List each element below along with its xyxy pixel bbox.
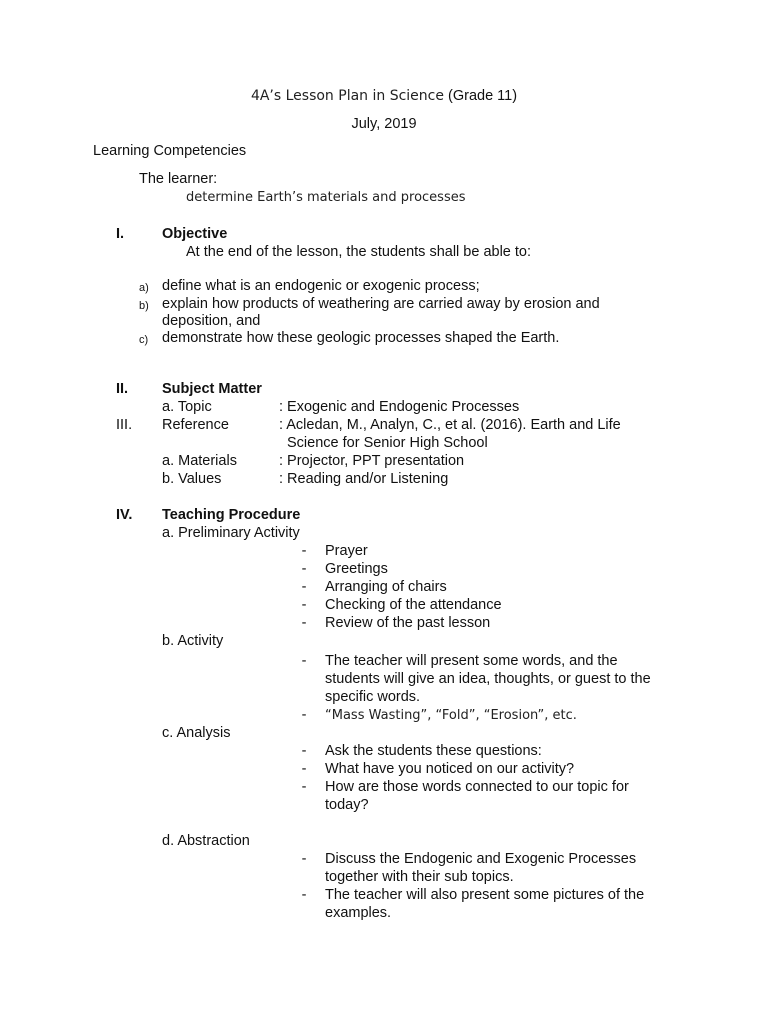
values-value: : Reading and/or Listening	[279, 471, 449, 487]
preliminary-item: Greetings	[325, 561, 388, 577]
subject-numeral: II.	[116, 381, 129, 397]
preliminary-item: Checking of the attendance	[325, 597, 502, 613]
list-dash: -	[301, 597, 307, 613]
learner-text: determine Earth’s materials and processes	[186, 190, 466, 205]
objective-item-c: demonstrate how these geologic processes shaped the Earth.	[162, 330, 560, 346]
reference-numeral: III.	[116, 417, 133, 433]
reference-value-line1: : Acledan, M., Analyn, C., et al. (2016). Earth and Life	[279, 417, 621, 433]
list-dash: -	[301, 743, 307, 759]
materials-label: a. Materials	[162, 453, 237, 469]
document-title	[0, 87, 768, 105]
list-dash: -	[301, 851, 307, 867]
topic-label: a. Topic	[162, 399, 212, 415]
document-date: July, 2019	[351, 116, 417, 132]
list-dash: -	[301, 615, 307, 631]
preliminary-item: Review of the past lesson	[325, 615, 491, 631]
abstraction-item2-line1: The teacher will also present some pictures of the	[325, 887, 645, 903]
topic-value: : Exogenic and Endogenic Processes	[279, 399, 520, 415]
reference-value-line2: Science for Senior High School	[287, 435, 488, 451]
preliminary-item: Arranging of chairs	[325, 579, 447, 595]
procedure-heading: Teaching Procedure	[162, 507, 301, 523]
list-dash: -	[301, 707, 307, 723]
activity-item1-line1: The teacher will present some words, and the	[325, 653, 618, 669]
objective-heading: Objective	[162, 226, 228, 242]
abstraction-label: d. Abstraction	[162, 833, 250, 849]
title-light: 4A’s Lesson Plan in Science	[250, 88, 444, 104]
abstraction-item1-line2: together with their sub topics.	[325, 869, 514, 885]
activity-item2: “Mass Wasting”, “Fold”, “Erosion”, etc.	[325, 708, 577, 723]
activity-item1-line3: specific words.	[325, 689, 421, 705]
objective-marker-a: a)	[139, 282, 149, 294]
list-dash: -	[301, 579, 307, 595]
activity-item1-line2: students will give an idea, thoughts, or guest to the	[325, 671, 651, 687]
procedure-numeral: IV.	[116, 507, 133, 523]
objective-item-b-line1: explain how products of weathering are carried away by erosion and	[162, 296, 600, 312]
list-dash: -	[301, 779, 307, 795]
objective-item-b-line2: deposition, and	[162, 313, 261, 329]
objective-intro: At the end of the lesson, the students shall be able to:	[186, 244, 532, 260]
learner-label: The learner:	[139, 171, 218, 187]
preliminary-label: a. Preliminary Activity	[162, 525, 300, 541]
analysis-item2: What have you noticed on our activity?	[325, 761, 575, 777]
values-label: b. Values	[162, 471, 222, 487]
abstraction-item1-line1: Discuss the Endogenic and Exogenic Processes	[325, 851, 637, 867]
list-dash: -	[301, 653, 307, 669]
activity-label: b. Activity	[162, 633, 224, 649]
list-dash: -	[301, 561, 307, 577]
list-dash: -	[301, 761, 307, 777]
abstraction-item2-line2: examples.	[325, 905, 392, 921]
list-dash: -	[301, 543, 307, 559]
objective-marker-b: b)	[139, 300, 149, 312]
title-grade: (Grade 11)	[448, 88, 518, 104]
analysis-item3-line1: How are those words connected to our topic for	[325, 779, 629, 795]
preliminary-item: Prayer	[325, 543, 368, 559]
objective-marker-c: c)	[139, 334, 149, 346]
materials-value: : Projector, PPT presentation	[279, 453, 465, 469]
competencies-heading: Learning Competencies	[93, 143, 247, 159]
objective-numeral: I.	[116, 226, 125, 242]
analysis-label: c. Analysis	[162, 725, 231, 741]
analysis-item1: Ask the students these questions:	[325, 743, 542, 759]
objective-item-a: define what is an endogenic or exogenic process;	[162, 278, 480, 294]
analysis-item3-line2: today?	[325, 797, 369, 813]
subject-heading: Subject Matter	[162, 381, 262, 397]
reference-label: Reference	[162, 417, 229, 433]
list-dash: -	[301, 887, 307, 903]
